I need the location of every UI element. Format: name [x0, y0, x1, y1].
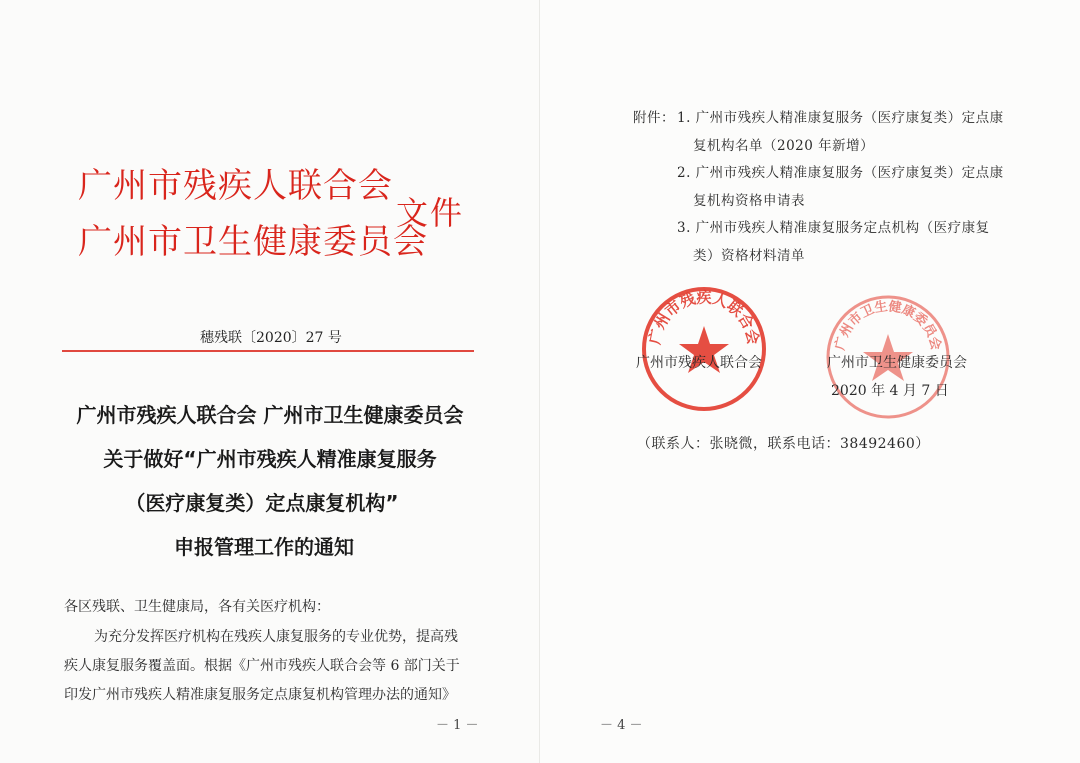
attachments-label: 附件： — [633, 110, 675, 126]
issuer-name-1: 广州市残疾人联合会 — [78, 166, 393, 206]
svg-text:广州市残疾人联合会: 广州市残疾人联合会 — [645, 288, 763, 346]
red-divider-line — [62, 350, 474, 352]
document-number: 穗残联〔2020〕27 号 — [200, 330, 342, 346]
notice-title-line-2: 关于做好“广州市残疾人精准康复服务 — [103, 447, 437, 471]
signature-org-2: 广州市卫生健康委员会 — [827, 355, 967, 371]
attachment-item-2-line-1: 2. 广州市残疾人精准康复服务（医疗康复类）定点康 — [677, 165, 1004, 181]
body-paragraph-line-1: 为充分发挥医疗机构在残疾人康复服务的专业优势，提高残 — [94, 629, 458, 645]
issuer-name-2: 广州市卫生健康委员会 — [78, 222, 428, 262]
official-seal-disabled-persons-federation — [639, 284, 769, 414]
notice-title-line-3: （医疗康复类）定点康复机构” — [125, 491, 399, 515]
attachment-item-1-line-2: 复机构名单（2020 年新增） — [693, 138, 875, 154]
body-paragraph-line-2: 疾人康复服务覆盖面。根据《广州市残疾人联合会等 6 部门关于 — [64, 658, 460, 674]
body-paragraph-line-3: 印发广州市残疾人精准康复服务定点康复机构管理办法的通知》 — [64, 687, 456, 703]
issue-date: 2020 年 4 月 7 日 — [831, 383, 949, 399]
attachment-item-3-line-2: 类）资格材料清单 — [693, 248, 805, 264]
notice-title-line-4: 申报管理工作的通知 — [174, 535, 354, 559]
contact-info: （联系人：张晓微，联系电话：38492460） — [637, 436, 930, 452]
attachment-item-3-line-1: 3. 广州市残疾人精准康复服务定点机构（医疗康复 — [677, 220, 990, 236]
right-page — [540, 0, 1080, 763]
notice-title-line-1: 广州市残疾人联合会 广州市卫生健康委员会 — [76, 403, 464, 427]
attachment-item-2-line-2: 复机构资格申请表 — [693, 193, 805, 209]
attachment-item-1-line-1: 1. 广州市残疾人精准康复服务（医疗康复类）定点康 — [677, 110, 1004, 126]
document-type-label: 文件 — [396, 194, 465, 232]
signature-org-1: 广州市残疾人联合会 — [636, 355, 762, 371]
page-number-left: － 1 － — [436, 718, 479, 733]
page-number-right: － 4 － — [600, 718, 643, 733]
svg-text:广州市卫生健康委员会: 广州市卫生健康委员会 — [833, 299, 943, 352]
salutation: 各区残联、卫生健康局，各有关医疗机构： — [64, 599, 330, 615]
